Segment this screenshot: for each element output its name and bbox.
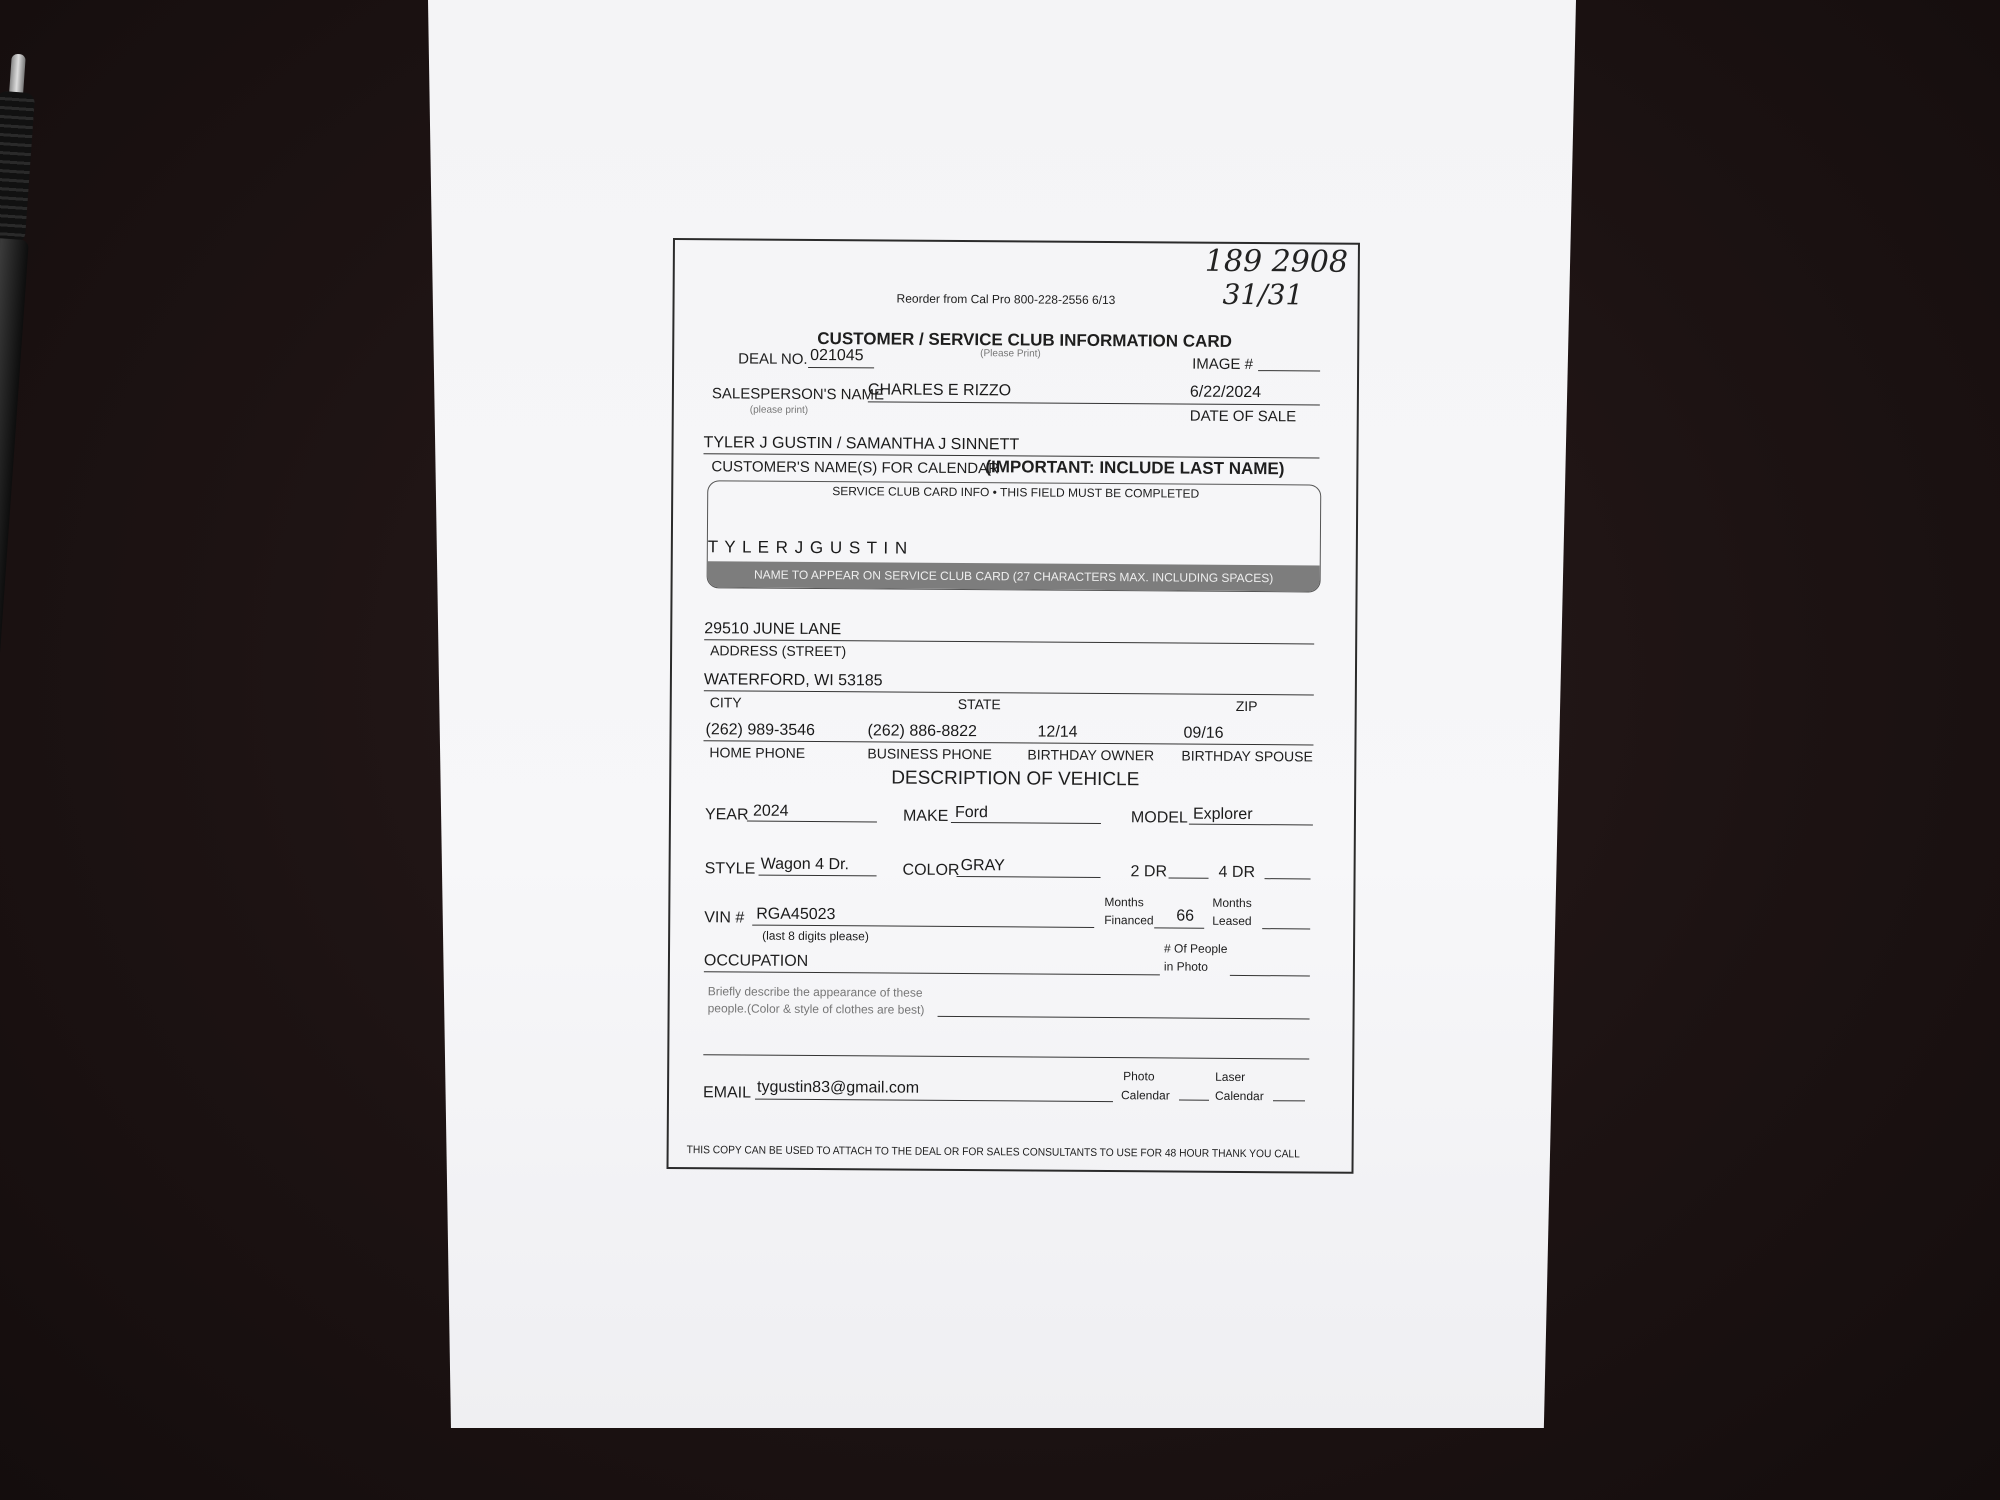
address-label: ADDRESS (STREET)	[710, 642, 847, 660]
service-club-name: T Y L E R J G U S T I N	[707, 537, 909, 558]
four-door-line	[1265, 878, 1311, 879]
pen-barrel	[0, 237, 29, 779]
months-financed-value: 66	[1176, 907, 1195, 925]
photo-calendar-line	[1179, 1100, 1209, 1101]
people-in-photo-line	[1230, 975, 1310, 977]
state-label: STATE	[957, 695, 1001, 713]
model-label: MODEL	[1130, 809, 1188, 827]
image-line	[1258, 370, 1320, 371]
deal-no-line	[808, 367, 874, 368]
two-door-line	[1169, 877, 1209, 878]
pen	[0, 50, 70, 776]
laser-calendar-label-1: Laser	[1215, 1069, 1246, 1085]
model-value: Explorer	[1192, 805, 1253, 824]
email-label: EMAIL	[702, 1084, 752, 1102]
deal-no-value: 021045	[810, 346, 864, 365]
email-line	[755, 1099, 1113, 1102]
color-value: GRAY	[960, 857, 1005, 875]
describe-label-2: people.(Color & style of clothes are best)	[707, 1001, 925, 1017]
please-print-note-2: (please print)	[749, 404, 809, 416]
style-value: Wagon 4 Dr.	[760, 855, 850, 874]
months-leased-label-1: Months	[1212, 895, 1252, 911]
image-label: IMAGE #	[1192, 355, 1254, 374]
email-value: tygustin83@gmail.com	[757, 1078, 920, 1097]
service-club-name-bar: NAME TO APPEAR ON SERVICE CLUB CARD (27 CHARACTERS MAX. INCLUDING SPACES)	[708, 561, 1320, 591]
business-phone-label: BUSINESS PHONE	[867, 745, 992, 763]
describe-label-1: Briefly describe the appearance of these	[707, 984, 923, 1000]
make-line	[951, 822, 1101, 824]
laser-calendar-label-2: Calendar	[1214, 1088, 1264, 1104]
describe-line-1	[938, 1016, 1310, 1020]
service-club-box	[707, 480, 1322, 592]
zip-label: ZIP	[1235, 697, 1258, 715]
home-phone-value: (262) 989-3546	[705, 721, 816, 740]
please-print-note: (Please Print)	[980, 348, 1041, 360]
two-door-label: 2 DR	[1130, 863, 1168, 881]
date-of-sale-value: 6/22/2024	[1189, 383, 1262, 402]
vin-line	[752, 925, 1094, 928]
occupation-label: OCCUPATION	[703, 952, 809, 970]
people-in-photo-label-1: # Of People	[1164, 941, 1228, 956]
people-in-photo-label-2: in Photo	[1163, 959, 1209, 974]
vehicle-heading: DESCRIPTION OF VEHICLE	[891, 767, 1140, 791]
birthday-owner-value: 12/14	[1037, 723, 1078, 741]
year-value: 2024	[752, 802, 789, 820]
describe-line-2	[703, 1054, 1309, 1059]
vin-note: (last 8 digits please)	[762, 928, 869, 944]
form-title: CUSTOMER / SERVICE CLUB INFORMATION CARD	[817, 329, 1232, 351]
months-financed-label-1: Months	[1104, 895, 1144, 910]
handwritten-number: 189 2908	[1204, 243, 1349, 280]
city-label: CITY	[709, 694, 742, 711]
occupation-line	[704, 971, 1160, 975]
important-note: (IMPORTANT: INCLUDE LAST NAME)	[985, 457, 1285, 479]
service-club-info: SERVICE CLUB CARD INFO • THIS FIELD MUST BE COMPLETED	[832, 484, 1200, 501]
customer-info-card	[667, 238, 1360, 1174]
make-label: MAKE	[902, 807, 949, 825]
customer-names-value: TYLER J GUSTIN / SAMANTHA J SINNETT	[703, 434, 1020, 454]
salesperson-label: SALESPERSON'S NAME	[711, 385, 885, 404]
date-of-sale-label: DATE OF SALE	[1189, 407, 1297, 426]
vin-label: VIN #	[704, 909, 745, 927]
color-line	[957, 876, 1101, 878]
footer-note: THIS COPY CAN BE USED TO ATTACH TO THE DEAL OR FOR SALES CONSULTANTS TO USE FOR 48 HOUR THANK YOU CALL	[686, 1144, 1300, 1161]
customer-names-label: CUSTOMER'S NAME(S) FOR CALENDAR	[711, 458, 1000, 478]
four-door-label: 4 DR	[1218, 863, 1256, 882]
pen-grip	[0, 91, 35, 243]
city-state-zip-value: WATERFORD, WI 53185	[703, 671, 883, 690]
months-financed-line	[1154, 927, 1204, 928]
business-phone-value: (262) 886-8822	[867, 722, 978, 741]
style-label: STYLE	[704, 860, 756, 878]
city-line	[704, 690, 1314, 695]
vin-value: RGA45023	[756, 905, 836, 924]
photo-calendar-label-1: Photo	[1123, 1069, 1155, 1084]
laser-calendar-line	[1273, 1100, 1305, 1101]
year-label: YEAR	[704, 806, 749, 824]
months-leased-line	[1262, 928, 1310, 929]
address-value: 29510 JUNE LANE	[704, 620, 842, 639]
photo-calendar-label-2: Calendar	[1120, 1088, 1170, 1103]
salesperson-value: CHARLES E RIZZO	[867, 381, 1012, 400]
birthday-owner-label: BIRTHDAY OWNER	[1027, 746, 1155, 764]
style-line	[759, 875, 877, 877]
home-phone-label: HOME PHONE	[709, 744, 806, 761]
birthday-spouse-value: 09/16	[1183, 724, 1224, 742]
pen-tip	[9, 54, 26, 95]
deal-no-label: DEAL NO.	[738, 350, 808, 368]
year-line	[747, 821, 877, 823]
birthday-spouse-label: BIRTHDAY SPOUSE	[1181, 747, 1313, 765]
months-financed-label-2: Financed	[1104, 913, 1154, 928]
color-label: COLOR	[902, 861, 960, 880]
handwritten-fraction: 31/31	[1222, 277, 1304, 312]
make-value: Ford	[954, 803, 988, 822]
reorder-note: Reorder from Cal Pro 800-228-2556 6/13	[896, 291, 1116, 308]
months-leased-label-2: Leased	[1212, 913, 1252, 929]
model-line	[1189, 824, 1313, 826]
